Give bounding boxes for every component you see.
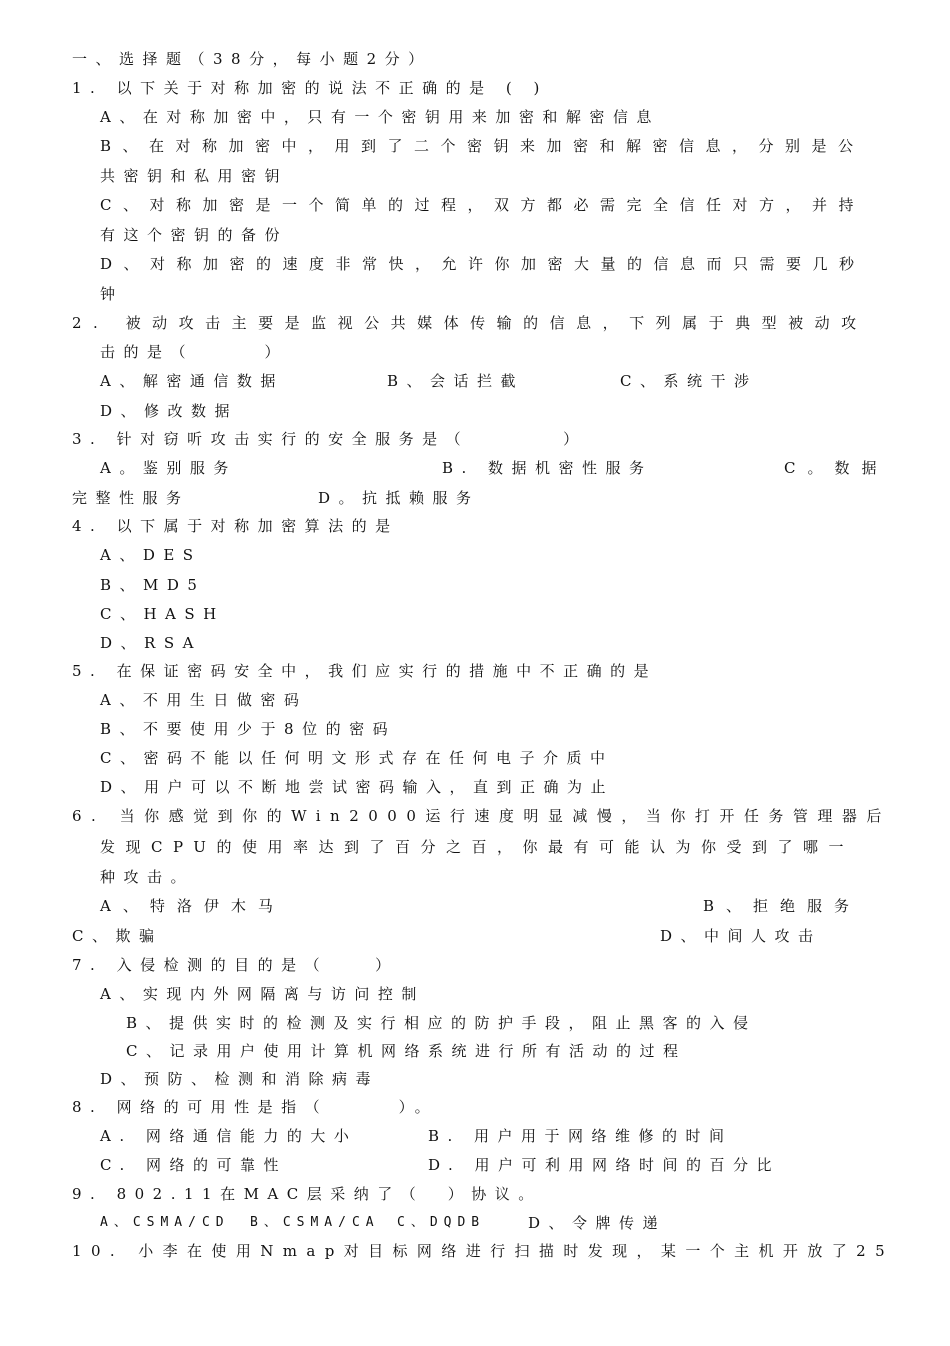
question-9-option-c: C、DQDB [397,1215,486,1230]
question-8-option-b: B. 用户用于网络维修的时间 [428,1127,733,1145]
question-2-option-c: C、系统干涉 [620,372,758,390]
question-6-option-d: D、中间人攻击 [660,927,822,945]
section-title: 一、选择题（38分，每小题2分） [72,50,432,68]
question-2-option-b: B、会话拦截 [387,372,525,390]
question-6-stem: 6. 当你感觉到你的Win2000运行速度明显减慢，当你打开任务管理器后 [72,807,891,825]
question-3-option-b: B. 数据机密性服务 [442,459,653,477]
question-6-stem-cont-2: 种攻击。 [100,868,195,886]
question-3-option-c: C。数据 [784,459,889,477]
question-2-option-d: D、修改数据 [100,402,239,420]
question-10-stem: 10. 小李在使用Nmap对目标网络进行扫描时发现，某一个主机开放了25 [72,1242,895,1260]
question-1-option-b-cont: 共密钥和私用密钥 [100,167,289,185]
question-3-option-d: D。抗抵赖服务 [318,489,480,507]
question-5-stem: 5. 在保证密码安全中，我们应实行的措施中不正确的是 [72,662,658,680]
question-2-stem-cont: 击的是（ ） [100,343,289,361]
question-7-option-b: B、提供实时的检测及实行相应的防护手段，阻止黑客的入侵 [126,1014,757,1032]
question-1-option-d: D、对称加密的速度非常快，允许你加密大量的信息而只需要几秒 [100,255,866,273]
question-5-option-a: A、不用生日做密码 [100,691,308,709]
question-6-stem-cont: 发现CPU的使用率达到了百分之百，你最有可能认为你受到了哪一 [100,838,854,856]
question-9-option-b: B、CSMA/CA [250,1215,380,1230]
question-6-option-c: C、欺骗 [72,927,163,945]
question-1-option-a: A、在对称加密中，只有一个密钥用来加密和解密信息 [100,108,660,126]
question-5-option-c: C、密码不能以任何明文形式存在任何电子介质中 [100,749,614,767]
question-1-stem: 1. 以下关于对称加密的说法不正确的是 ( ) [72,79,548,97]
question-8-option-c: C. 网络的可靠性 [100,1156,287,1174]
question-7-stem: 7. 入侵检测的目的是（ ） [72,956,399,974]
question-8-stem: 8. 网络的可用性是指（ ）。 [72,1098,439,1116]
question-3-option-a: A。鉴别服务 [100,459,237,477]
question-9-stem: 9. 802.11在MAC层采纳了（ ）协议。 [72,1185,542,1203]
question-5-option-d: D、用户可以不断地尝试密码输入，直到正确为止 [100,778,615,796]
question-6-option-b: B、拒绝服务 [703,897,862,915]
question-2-stem: 2. 被动攻击主要是监视公共媒体传输的信息，下列属于典型被动攻 [72,314,868,332]
question-8-option-a: A. 网络通信能力的大小 [100,1127,358,1145]
question-1-option-d-cont: 钟 [100,285,124,303]
question-1-option-c: C、对称加密是一个简单的过程，双方都必需完全信任对方，并持 [100,196,865,214]
question-9-option-a: A、CSMA/CD [100,1215,230,1230]
question-2-option-a: A、解密通信数据 [100,372,284,390]
question-8-option-d: D. 用户可利用网络时间的百分比 [428,1156,781,1174]
question-4-option-a: A、DES [100,546,202,564]
question-9-option-d: D、令牌传递 [528,1214,667,1232]
question-7-option-a: A、实现内外网隔离与访问控制 [100,985,425,1003]
question-7-option-c: C、记录用户使用计算机网络系统进行所有活动的过程 [126,1042,687,1060]
question-6-option-a: A、特洛伊木马 [100,897,285,915]
question-7-option-d: D、预防、检测和消除病毒 [100,1070,380,1088]
question-3-option-c-cont: 完整性服务 [72,489,190,507]
question-1-option-b: B、在对称加密中，用到了二个密钥来加密和解密信息，分别是公 [100,137,865,155]
question-5-option-b: B、不要使用少于8位的密码 [100,720,397,738]
question-3-stem: 3. 针对窃听攻击实行的安全服务是（ ） [72,430,587,448]
question-4-stem: 4. 以下属于对称加密算法的是 [72,517,399,535]
question-4-option-c: C、HASH [100,605,225,623]
question-4-option-d: D、RSA [100,634,202,652]
question-4-option-b: B、MD5 [100,576,206,594]
question-1-option-c-cont: 有这个密钥的备份 [100,226,289,244]
